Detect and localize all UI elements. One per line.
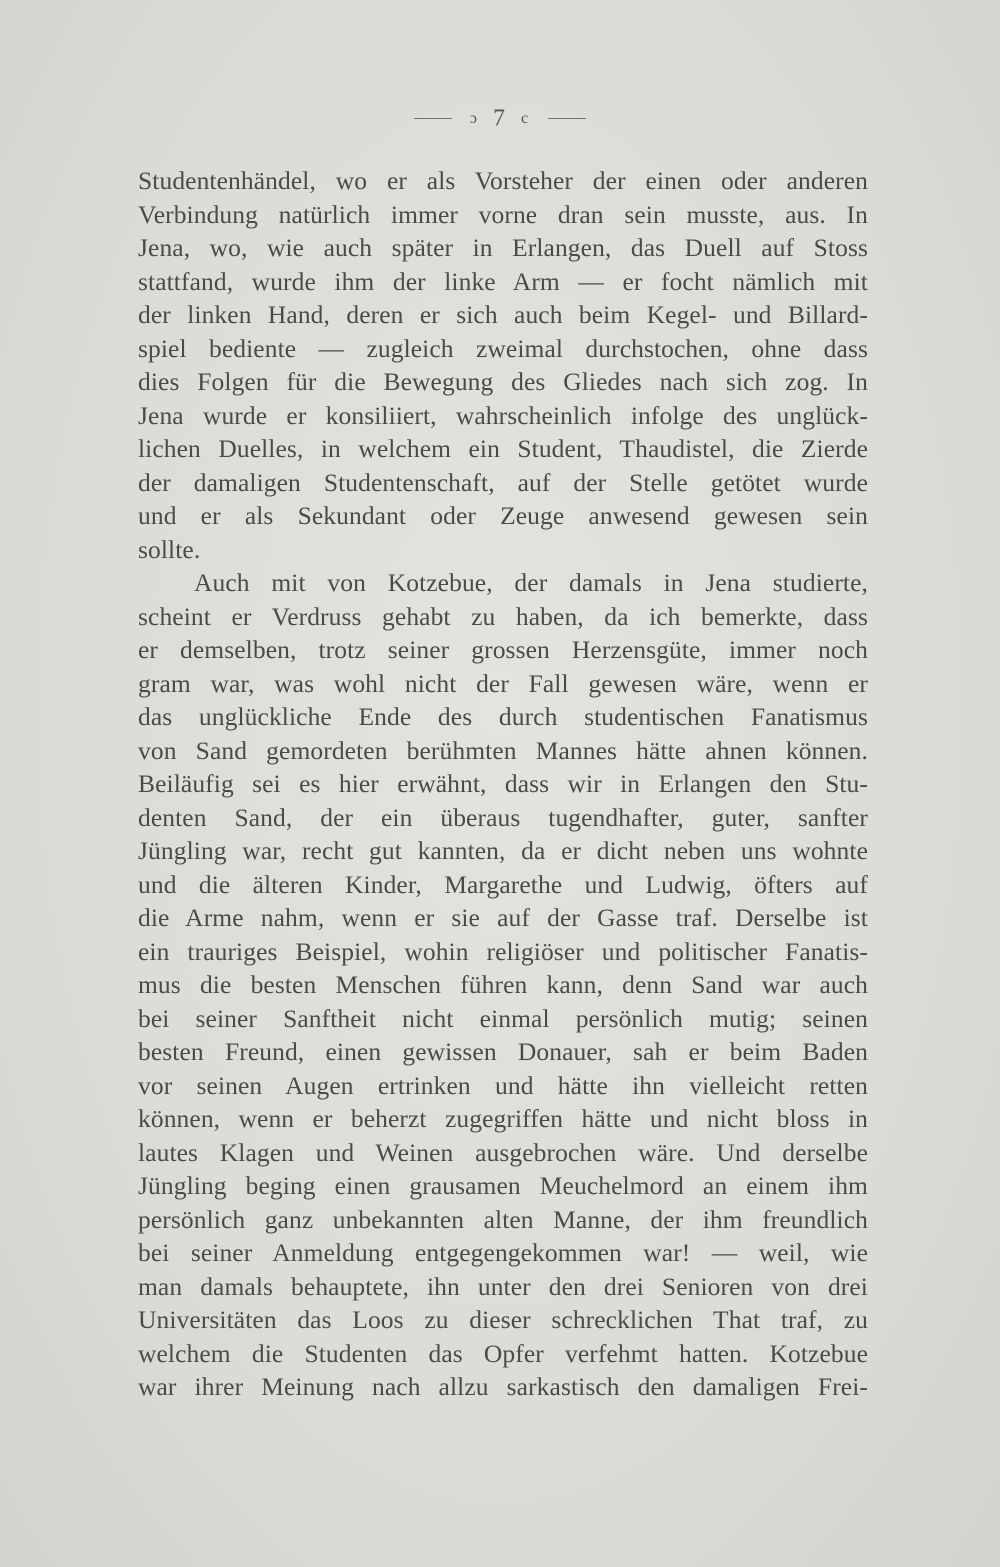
header-ornament-left: ɔ [469, 109, 479, 127]
header-rule-left [414, 118, 452, 119]
text-line: gram war, was wohl nicht der Fall gewesen wäre, wenn er [138, 668, 868, 698]
text-line: man damals behauptete, ihn unter den drei Senioren von drei [138, 1271, 868, 1301]
page-header [0, 104, 1000, 132]
text-line: Jena, wo, wie auch später in Erlangen, das Duell auf Stoss [138, 233, 868, 262]
text-line: lichen Duelles, in welchem ein Student, Thaudistel, die Zierde [138, 434, 868, 463]
text-line: Universitäten das Loos zu dieser schrecklichen That traf, zu [138, 1305, 868, 1334]
text-line: bei seiner Sanftheit nicht einmal persönlich mutig; seinen [138, 1003, 868, 1033]
page-number: 7 [493, 105, 507, 132]
text-line: Beiläufig sei es hier erwähnt, dass wir in Erlangen den Stu- [138, 769, 868, 798]
text-line: lautes Klagen und Weinen ausgebrochen wäre. Und derselbe [138, 1137, 868, 1167]
text-line: war ihrer Meinung nach allzu sarkastisch den damaligen Frei- [138, 1372, 868, 1401]
text-line: Jena wurde er konsiliiert, wahrscheinlich infolge des unglück- [138, 400, 868, 430]
text-line: von Sand gemordeten berühmten Mannes hätte ahnen können. [138, 735, 868, 765]
text-line: welchem die Studenten das Opfer verfehmt hatten. Kotzebue [138, 1338, 868, 1368]
text-line: und die älteren Kinder, Margarethe und Ludwig, öfters auf [138, 869, 868, 899]
body-text [138, 164, 868, 1404]
text-line: bei seiner Anmeldung entgegengekommen war! — weil, wie [138, 1238, 868, 1267]
text-line: scheint er Verdruss gehabt zu haben, da ich bemerkte, dass [138, 601, 868, 631]
text-line: spiel bediente — zugleich zweimal durchstochen, ohne dass [138, 333, 868, 363]
text-line: der linken Hand, deren er sich auch beim Kegel- und Billard- [138, 300, 868, 329]
text-line: dies Folgen für die Bewegung des Gliedes nach sich zog. In [138, 367, 868, 396]
text-line: das unglückliche Ende des durch studentischen Fanatismus [138, 702, 868, 731]
text-line: können, wenn er beherzt zugegriffen hätte und nicht bloss in [138, 1104, 868, 1133]
text-line: die Arme nahm, wenn er sie auf der Gasse traf. Derselbe ist [138, 903, 868, 932]
text-line: der damaligen Studentenschaft, auf der Stelle getötet wurde [138, 467, 868, 497]
header-rule-right [548, 118, 586, 119]
text-line: vor seinen Augen ertrinken und hätte ihn vielleicht retten [138, 1070, 868, 1100]
text-line: Verbindung natürlich immer vorne dran sein musste, aus. In [138, 199, 868, 229]
text-line: er demselben, trotz seiner grossen Herzensgüte, immer noch [138, 635, 868, 664]
text-line: stattfand, wurde ihm der linke Arm — er focht nämlich mit [138, 266, 868, 296]
header-ornament-right: c [521, 109, 531, 127]
text-line: sollte. [138, 534, 201, 564]
text-line: Auch mit von Kotzebue, der damals in Jena studierte, [194, 568, 868, 597]
text-line: und er als Sekundant oder Zeuge anwesend gewesen sein [138, 501, 868, 530]
text-line: persönlich ganz unbekannten alten Manne, der ihm freundlich [138, 1204, 868, 1234]
text-line: ein trauriges Beispiel, wohin religiöser und politischer Fanatis- [138, 936, 868, 966]
text-line: besten Freund, einen gewissen Donauer, sah er beim Baden [138, 1037, 868, 1066]
text-line: Jüngling war, recht gut kannten, da er dicht neben uns wohnte [138, 836, 868, 865]
text-line: mus die besten Menschen führen kann, denn Sand war auch [138, 970, 868, 999]
text-line: Jüngling beging einen grausamen Meuchelmord an einem ihm [138, 1171, 868, 1200]
text-line: denten Sand, der ein überaus tugendhafter, guter, sanfter [138, 802, 868, 832]
text-line: Studentenhändel, wo er als Vorsteher der einen oder anderen [138, 166, 868, 195]
